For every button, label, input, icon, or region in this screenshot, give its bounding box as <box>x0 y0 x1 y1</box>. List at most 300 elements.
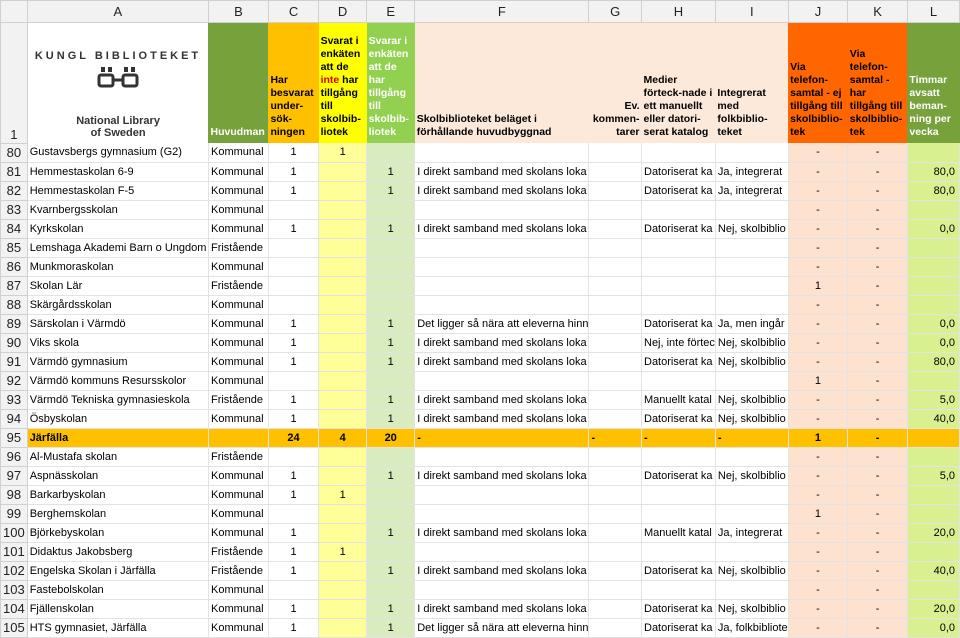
huvudman-cell[interactable]: Fristående <box>208 561 268 580</box>
belaget-cell[interactable]: Det ligger så nära att eleverna hinn <box>415 314 589 333</box>
huvudman-cell[interactable]: Kommunal <box>208 599 268 618</box>
integrerat-cell[interactable] <box>715 485 788 504</box>
besvarat-cell[interactable]: 1 <box>268 181 318 200</box>
telefon-har-cell[interactable]: - <box>848 523 908 542</box>
besvarat-cell[interactable] <box>268 371 318 390</box>
integrerat-cell[interactable]: Nej, skolbiblio <box>715 409 788 428</box>
telefon-har-cell[interactable]: - <box>848 390 908 409</box>
belaget-cell[interactable] <box>415 276 589 295</box>
timmar-cell[interactable] <box>907 257 959 276</box>
row-number[interactable]: 100 <box>1 523 28 542</box>
telefon-ej-cell[interactable]: - <box>788 409 848 428</box>
kommentar-cell[interactable] <box>589 409 642 428</box>
telefon-har-cell[interactable]: - <box>848 238 908 257</box>
ej-tillgang-cell[interactable] <box>319 504 367 523</box>
integrerat-cell[interactable]: Nej, skolbiblio <box>715 466 788 485</box>
row-number[interactable]: 93 <box>1 390 28 409</box>
kommentar-cell[interactable] <box>589 466 642 485</box>
telefon-har-cell[interactable]: - <box>848 276 908 295</box>
school-name-cell[interactable]: HTS gymnasiet, Järfälla <box>27 618 208 637</box>
medier-cell[interactable] <box>642 504 716 523</box>
telefon-har-cell[interactable]: - <box>848 314 908 333</box>
integrerat-cell[interactable] <box>715 371 788 390</box>
row-number[interactable]: 96 <box>1 447 28 466</box>
school-name-cell[interactable]: Hemmestaskolan 6-9 <box>27 162 208 181</box>
column-header-G[interactable]: G <box>589 1 642 23</box>
column-header-D[interactable]: D <box>319 1 367 23</box>
row-number[interactable]: 85 <box>1 238 28 257</box>
besvarat-cell[interactable] <box>268 257 318 276</box>
besvarat-cell[interactable] <box>268 295 318 314</box>
besvarat-cell[interactable]: 1 <box>268 390 318 409</box>
huvudman-cell[interactable]: Kommunal <box>208 295 268 314</box>
huvudman-cell[interactable]: Kommunal <box>208 466 268 485</box>
huvudman-cell[interactable]: Kommunal <box>208 314 268 333</box>
medier-cell[interactable] <box>642 238 716 257</box>
telefon-har-cell[interactable]: - <box>848 466 908 485</box>
medier-cell[interactable]: - <box>642 428 716 447</box>
medier-cell[interactable] <box>642 542 716 561</box>
timmar-cell[interactable]: 80,0 <box>907 181 959 200</box>
medier-cell[interactable] <box>642 295 716 314</box>
medier-cell[interactable]: Datoriserat ka <box>642 352 716 371</box>
telefon-har-cell[interactable]: - <box>848 162 908 181</box>
huvudman-cell[interactable]: Kommunal <box>208 181 268 200</box>
integrerat-cell[interactable]: Nej, skolbiblio <box>715 352 788 371</box>
besvarat-cell[interactable] <box>268 276 318 295</box>
huvudman-cell[interactable]: Kommunal <box>208 352 268 371</box>
telefon-ej-cell[interactable]: - <box>788 542 848 561</box>
integrerat-cell[interactable]: - <box>715 428 788 447</box>
belaget-cell[interactable]: - <box>415 428 589 447</box>
medier-cell[interactable]: Datoriserat ka <box>642 219 716 238</box>
timmar-cell[interactable] <box>907 143 959 162</box>
huvudman-cell[interactable]: Kommunal <box>208 200 268 219</box>
huvudman-cell[interactable]: Kommunal <box>208 371 268 390</box>
huvudman-cell[interactable]: Kommunal <box>208 485 268 504</box>
header-belaget[interactable]: Skolbiblioteket beläget i förhållande huvudbyggnad <box>415 23 589 144</box>
row-number[interactable]: 82 <box>1 181 28 200</box>
belaget-cell[interactable]: I direkt samband med skolans loka <box>415 333 589 352</box>
school-name-cell[interactable]: Björkebyskolan <box>27 523 208 542</box>
column-header-J[interactable]: J <box>788 1 848 23</box>
kommentar-cell[interactable] <box>589 295 642 314</box>
header-timmar[interactable]: Timmar avsatt beman-ning per vecka <box>907 23 959 144</box>
telefon-ej-cell[interactable]: 1 <box>788 371 848 390</box>
har-tillgang-cell[interactable] <box>367 200 415 219</box>
column-header-E[interactable]: E <box>367 1 415 23</box>
huvudman-cell[interactable]: Kommunal <box>208 257 268 276</box>
huvudman-cell[interactable]: Kommunal <box>208 409 268 428</box>
har-tillgang-cell[interactable]: 1 <box>367 352 415 371</box>
row-number[interactable]: 97 <box>1 466 28 485</box>
telefon-ej-cell[interactable]: - <box>788 390 848 409</box>
row-number[interactable]: 95 <box>1 428 28 447</box>
row-number[interactable]: 81 <box>1 162 28 181</box>
column-header-A[interactable]: A <box>27 1 208 23</box>
har-tillgang-cell[interactable] <box>367 447 415 466</box>
ej-tillgang-cell[interactable] <box>319 447 367 466</box>
belaget-cell[interactable] <box>415 371 589 390</box>
school-name-cell[interactable]: Aspnässkolan <box>27 466 208 485</box>
belaget-cell[interactable]: Det ligger så nära att eleverna hinn <box>415 618 589 637</box>
har-tillgang-cell[interactable]: 1 <box>367 409 415 428</box>
column-header-F[interactable]: F <box>415 1 589 23</box>
timmar-cell[interactable] <box>907 276 959 295</box>
har-tillgang-cell[interactable] <box>367 504 415 523</box>
kommentar-cell[interactable] <box>589 618 642 637</box>
kommentar-cell[interactable] <box>589 447 642 466</box>
school-name-cell[interactable]: Munkmoraskolan <box>27 257 208 276</box>
medier-cell[interactable]: Datoriserat ka <box>642 561 716 580</box>
besvarat-cell[interactable] <box>268 580 318 599</box>
besvarat-cell[interactable] <box>268 504 318 523</box>
telefon-ej-cell[interactable]: - <box>788 295 848 314</box>
ej-tillgang-cell[interactable] <box>319 314 367 333</box>
timmar-cell[interactable]: 5,0 <box>907 466 959 485</box>
row-number[interactable]: 88 <box>1 295 28 314</box>
timmar-cell[interactable] <box>907 580 959 599</box>
besvarat-cell[interactable]: 1 <box>268 485 318 504</box>
besvarat-cell[interactable]: 1 <box>268 409 318 428</box>
kommentar-cell[interactable] <box>589 352 642 371</box>
row-number[interactable]: 94 <box>1 409 28 428</box>
kommentar-cell[interactable] <box>589 333 642 352</box>
telefon-ej-cell[interactable]: 1 <box>788 504 848 523</box>
kommentar-cell[interactable] <box>589 485 642 504</box>
ej-tillgang-cell[interactable] <box>319 219 367 238</box>
belaget-cell[interactable]: I direkt samband med skolans loka <box>415 181 589 200</box>
besvarat-cell[interactable]: 1 <box>268 466 318 485</box>
belaget-cell[interactable]: I direkt samband med skolans loka <box>415 390 589 409</box>
har-tillgang-cell[interactable]: 1 <box>367 314 415 333</box>
school-name-cell[interactable]: Skärgårdsskolan <box>27 295 208 314</box>
column-header-B[interactable]: B <box>208 1 268 23</box>
ej-tillgang-cell[interactable] <box>319 333 367 352</box>
belaget-cell[interactable]: I direkt samband med skolans loka <box>415 409 589 428</box>
timmar-cell[interactable] <box>907 447 959 466</box>
timmar-cell[interactable] <box>907 200 959 219</box>
telefon-har-cell[interactable]: - <box>848 143 908 162</box>
huvudman-cell[interactable] <box>208 428 268 447</box>
belaget-cell[interactable] <box>415 447 589 466</box>
besvarat-cell[interactable]: 1 <box>268 523 318 542</box>
belaget-cell[interactable] <box>415 257 589 276</box>
medier-cell[interactable] <box>642 485 716 504</box>
huvudman-cell[interactable]: Kommunal <box>208 523 268 542</box>
kommentar-cell[interactable] <box>589 257 642 276</box>
besvarat-cell[interactable]: 1 <box>268 219 318 238</box>
kommentar-cell[interactable] <box>589 523 642 542</box>
logo-cell[interactable] <box>27 23 208 144</box>
huvudman-cell[interactable]: Kommunal <box>208 618 268 637</box>
telefon-ej-cell[interactable]: - <box>788 314 848 333</box>
timmar-cell[interactable]: 40,0 <box>907 561 959 580</box>
row-number[interactable]: 87 <box>1 276 28 295</box>
school-name-cell[interactable]: Berghemskolan <box>27 504 208 523</box>
school-name-cell[interactable]: Skolan Lär <box>27 276 208 295</box>
medier-cell[interactable] <box>642 276 716 295</box>
belaget-cell[interactable] <box>415 542 589 561</box>
telefon-ej-cell[interactable]: - <box>788 162 848 181</box>
telefon-ej-cell[interactable]: - <box>788 466 848 485</box>
har-tillgang-cell[interactable]: 1 <box>367 219 415 238</box>
row-number[interactable]: 1 <box>1 23 28 144</box>
kommentar-cell[interactable] <box>589 143 642 162</box>
telefon-ej-cell[interactable]: 1 <box>788 276 848 295</box>
telefon-ej-cell[interactable]: - <box>788 257 848 276</box>
telefon-ej-cell[interactable]: - <box>788 219 848 238</box>
telefon-ej-cell[interactable]: - <box>788 447 848 466</box>
telefon-har-cell[interactable]: - <box>848 618 908 637</box>
har-tillgang-cell[interactable]: 1 <box>367 618 415 637</box>
besvarat-cell[interactable]: 1 <box>268 143 318 162</box>
medier-cell[interactable]: Datoriserat ka <box>642 181 716 200</box>
column-header-H[interactable]: H <box>642 1 716 23</box>
har-tillgang-cell[interactable]: 1 <box>367 599 415 618</box>
ej-tillgang-cell[interactable] <box>319 295 367 314</box>
huvudman-cell[interactable]: Kommunal <box>208 143 268 162</box>
medier-cell[interactable] <box>642 371 716 390</box>
ej-tillgang-cell[interactable]: 1 <box>319 542 367 561</box>
school-name-cell[interactable]: Gustavsbergs gymnasium (G2) <box>27 143 208 162</box>
column-header-C[interactable]: C <box>268 1 318 23</box>
telefon-ej-cell[interactable]: - <box>788 618 848 637</box>
timmar-cell[interactable]: 0,0 <box>907 333 959 352</box>
ej-tillgang-cell[interactable] <box>319 409 367 428</box>
integrerat-cell[interactable]: Ja, integrerat <box>715 162 788 181</box>
besvarat-cell[interactable]: 1 <box>268 561 318 580</box>
ej-tillgang-cell[interactable] <box>319 371 367 390</box>
timmar-cell[interactable] <box>907 504 959 523</box>
kommentar-cell[interactable] <box>589 314 642 333</box>
header-integrerat[interactable]: Integrerat med folkbiblio-teket <box>715 23 788 144</box>
timmar-cell[interactable]: 80,0 <box>907 352 959 371</box>
header-medier[interactable]: Medier förteck-nade i ett manuellt eller datori-serat katalog <box>642 23 716 144</box>
huvudman-cell[interactable]: Fristående <box>208 238 268 257</box>
timmar-cell[interactable]: 20,0 <box>907 523 959 542</box>
kommentar-cell[interactable] <box>589 200 642 219</box>
telefon-har-cell[interactable]: - <box>848 504 908 523</box>
huvudman-cell[interactable]: Kommunal <box>208 333 268 352</box>
belaget-cell[interactable]: I direkt samband med skolans loka <box>415 599 589 618</box>
telefon-ej-cell[interactable]: - <box>788 333 848 352</box>
school-name-cell[interactable]: Engelska Skolan i Järfälla <box>27 561 208 580</box>
integrerat-cell[interactable] <box>715 276 788 295</box>
huvudman-cell[interactable]: Kommunal <box>208 504 268 523</box>
row-number[interactable]: 80 <box>1 143 28 162</box>
belaget-cell[interactable] <box>415 504 589 523</box>
row-number[interactable]: 98 <box>1 485 28 504</box>
medier-cell[interactable]: Nej, inte förtec <box>642 333 716 352</box>
telefon-ej-cell[interactable]: - <box>788 580 848 599</box>
ej-tillgang-cell[interactable] <box>319 257 367 276</box>
telefon-ej-cell[interactable]: - <box>788 352 848 371</box>
medier-cell[interactable]: Datoriserat ka <box>642 466 716 485</box>
medier-cell[interactable] <box>642 580 716 599</box>
integrerat-cell[interactable]: Ja, men ingår <box>715 314 788 333</box>
kommentar-cell[interactable] <box>589 390 642 409</box>
kommentar-cell[interactable] <box>589 504 642 523</box>
ej-tillgang-cell[interactable] <box>319 238 367 257</box>
integrerat-cell[interactable] <box>715 580 788 599</box>
header-telefon-har[interactable]: Via telefon-samtal - har tillgång till skolbiblio-tek <box>848 23 908 144</box>
row-number[interactable]: 84 <box>1 219 28 238</box>
telefon-har-cell[interactable]: - <box>848 542 908 561</box>
telefon-ej-cell[interactable]: - <box>788 143 848 162</box>
row-number[interactable]: 92 <box>1 371 28 390</box>
har-tillgang-cell[interactable] <box>367 143 415 162</box>
kommentar-cell[interactable] <box>589 371 642 390</box>
telefon-ej-cell[interactable]: - <box>788 181 848 200</box>
ej-tillgang-cell[interactable] <box>319 352 367 371</box>
medier-cell[interactable]: Datoriserat ka <box>642 162 716 181</box>
kommentar-cell[interactable] <box>589 219 642 238</box>
row-number[interactable]: 104 <box>1 599 28 618</box>
telefon-har-cell[interactable]: - <box>848 200 908 219</box>
school-name-cell[interactable]: Värmdö kommuns Resursskolor <box>27 371 208 390</box>
telefon-ej-cell[interactable]: - <box>788 200 848 219</box>
row-number[interactable]: 89 <box>1 314 28 333</box>
telefon-ej-cell[interactable]: - <box>788 561 848 580</box>
telefon-har-cell[interactable]: - <box>848 219 908 238</box>
telefon-har-cell[interactable]: - <box>848 295 908 314</box>
medier-cell[interactable]: Datoriserat ka <box>642 618 716 637</box>
belaget-cell[interactable]: I direkt samband med skolans loka <box>415 466 589 485</box>
school-name-cell[interactable]: Kvarnbergsskolan <box>27 200 208 219</box>
telefon-ej-cell[interactable]: 1 <box>788 428 848 447</box>
kommentar-cell[interactable]: - <box>589 428 642 447</box>
medier-cell[interactable]: Manuellt katal <box>642 523 716 542</box>
timmar-cell[interactable]: 0,0 <box>907 219 959 238</box>
integrerat-cell[interactable]: Nej, skolbiblio <box>715 390 788 409</box>
school-name-cell[interactable]: Viks skola <box>27 333 208 352</box>
ej-tillgang-cell[interactable] <box>319 618 367 637</box>
school-name-cell[interactable]: Värmdö gymnasium <box>27 352 208 371</box>
medier-cell[interactable] <box>642 143 716 162</box>
column-header-L[interactable]: L <box>907 1 959 23</box>
har-tillgang-cell[interactable]: 1 <box>367 523 415 542</box>
belaget-cell[interactable] <box>415 580 589 599</box>
row-number[interactable]: 103 <box>1 580 28 599</box>
timmar-cell[interactable]: 20,0 <box>907 599 959 618</box>
ej-tillgang-cell[interactable] <box>319 580 367 599</box>
telefon-ej-cell[interactable]: - <box>788 599 848 618</box>
integrerat-cell[interactable] <box>715 542 788 561</box>
timmar-cell[interactable]: 5,0 <box>907 390 959 409</box>
har-tillgang-cell[interactable]: 20 <box>367 428 415 447</box>
har-tillgang-cell[interactable]: 1 <box>367 333 415 352</box>
medier-cell[interactable]: Manuellt katal <box>642 390 716 409</box>
besvarat-cell[interactable]: 1 <box>268 599 318 618</box>
row-number[interactable]: 102 <box>1 561 28 580</box>
har-tillgang-cell[interactable] <box>367 295 415 314</box>
timmar-cell[interactable]: 40,0 <box>907 409 959 428</box>
integrerat-cell[interactable] <box>715 504 788 523</box>
row-number[interactable]: 105 <box>1 618 28 637</box>
telefon-har-cell[interactable]: - <box>848 485 908 504</box>
column-header-K[interactable]: K <box>848 1 908 23</box>
medier-cell[interactable]: Datoriserat ka <box>642 409 716 428</box>
medier-cell[interactable] <box>642 200 716 219</box>
kommentar-cell[interactable] <box>589 561 642 580</box>
telefon-har-cell[interactable]: - <box>848 181 908 200</box>
integrerat-cell[interactable] <box>715 200 788 219</box>
medier-cell[interactable] <box>642 447 716 466</box>
row-number[interactable]: 86 <box>1 257 28 276</box>
belaget-cell[interactable]: I direkt samband med skolans loka <box>415 523 589 542</box>
ej-tillgang-cell[interactable] <box>319 390 367 409</box>
belaget-cell[interactable] <box>415 238 589 257</box>
timmar-cell[interactable] <box>907 485 959 504</box>
row-number[interactable]: 90 <box>1 333 28 352</box>
belaget-cell[interactable] <box>415 295 589 314</box>
ej-tillgang-cell[interactable] <box>319 561 367 580</box>
integrerat-cell[interactable] <box>715 295 788 314</box>
row-number[interactable]: 83 <box>1 200 28 219</box>
medier-cell[interactable]: Datoriserat ka <box>642 599 716 618</box>
kommentar-cell[interactable] <box>589 276 642 295</box>
belaget-cell[interactable] <box>415 485 589 504</box>
huvudman-cell[interactable]: Fristående <box>208 390 268 409</box>
ej-tillgang-cell[interactable]: 1 <box>319 143 367 162</box>
kommentar-cell[interactable] <box>589 580 642 599</box>
telefon-har-cell[interactable]: - <box>848 371 908 390</box>
belaget-cell[interactable]: I direkt samband med skolans loka <box>415 219 589 238</box>
huvudman-cell[interactable]: Fristående <box>208 447 268 466</box>
timmar-cell[interactable]: 0,0 <box>907 618 959 637</box>
integrerat-cell[interactable]: Ja, folkbibliote <box>715 618 788 637</box>
har-tillgang-cell[interactable] <box>367 276 415 295</box>
belaget-cell[interactable]: I direkt samband med skolans loka <box>415 162 589 181</box>
ej-tillgang-cell[interactable] <box>319 466 367 485</box>
telefon-ej-cell[interactable]: - <box>788 238 848 257</box>
telefon-har-cell[interactable]: - <box>848 409 908 428</box>
integrerat-cell[interactable] <box>715 238 788 257</box>
ej-tillgang-cell[interactable] <box>319 523 367 542</box>
integrerat-cell[interactable]: Nej, skolbiblio <box>715 333 788 352</box>
belaget-cell[interactable] <box>415 200 589 219</box>
header-ej-tillgang[interactable] <box>319 23 367 144</box>
belaget-cell[interactable]: I direkt samband med skolans loka <box>415 561 589 580</box>
medier-cell[interactable] <box>642 257 716 276</box>
row-number[interactable]: 101 <box>1 542 28 561</box>
telefon-ej-cell[interactable]: - <box>788 485 848 504</box>
kommentar-cell[interactable] <box>589 238 642 257</box>
timmar-cell[interactable] <box>907 295 959 314</box>
telefon-har-cell[interactable]: - <box>848 352 908 371</box>
huvudman-cell[interactable]: Fristående <box>208 542 268 561</box>
timmar-cell[interactable]: 80,0 <box>907 162 959 181</box>
header-kommentarer[interactable]: Ev. kommen-tarer <box>589 23 642 144</box>
column-header-I[interactable]: I <box>715 1 788 23</box>
school-name-cell[interactable]: Didaktus Jakobsberg <box>27 542 208 561</box>
besvarat-cell[interactable]: 1 <box>268 352 318 371</box>
integrerat-cell[interactable]: Nej, skolbiblio <box>715 219 788 238</box>
ej-tillgang-cell[interactable] <box>319 200 367 219</box>
header-telefon-ej[interactable]: Via telefon-samtal - ej tillgång till skolbiblio-tek <box>788 23 848 144</box>
besvarat-cell[interactable]: 1 <box>268 542 318 561</box>
besvarat-cell[interactable] <box>268 200 318 219</box>
ej-tillgang-cell[interactable] <box>319 181 367 200</box>
har-tillgang-cell[interactable] <box>367 257 415 276</box>
telefon-har-cell[interactable]: - <box>848 580 908 599</box>
header-huvudman[interactable]: Huvudman <box>208 23 268 144</box>
ej-tillgang-cell[interactable] <box>319 276 367 295</box>
school-name-cell[interactable]: Hemmestaskolan F-5 <box>27 181 208 200</box>
har-tillgang-cell[interactable] <box>367 542 415 561</box>
besvarat-cell[interactable]: 1 <box>268 618 318 637</box>
